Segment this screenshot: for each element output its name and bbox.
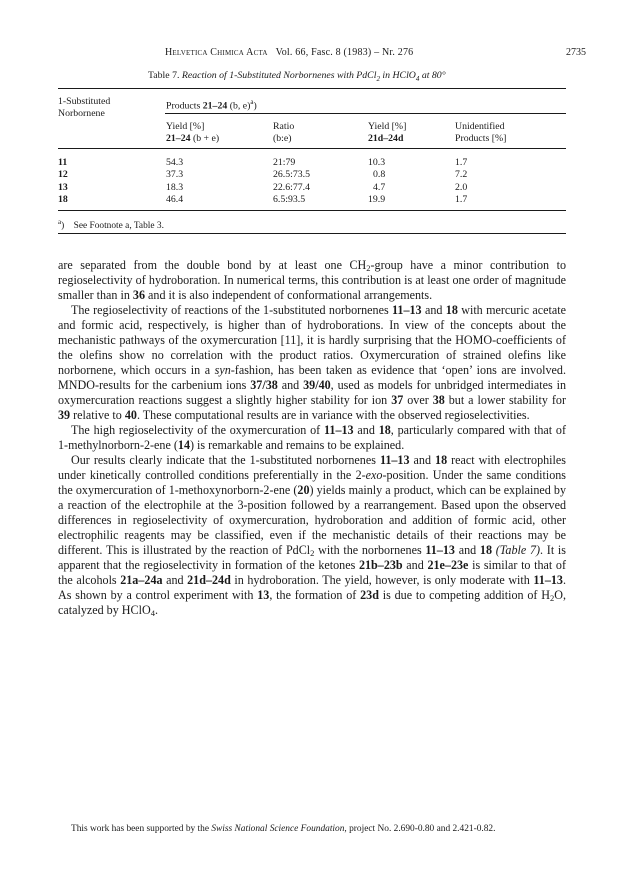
table-label: Table 7. bbox=[148, 70, 180, 81]
running-head bbox=[0, 47, 624, 61]
yield-d-cell: 19.9 bbox=[368, 193, 386, 205]
column-header-ratio: Ratio (b:e) bbox=[273, 121, 295, 145]
journal-name: Helvetica Chimica Acta bbox=[165, 47, 268, 58]
paragraph: The high regioselectivity of the oxymercuration of 11–13 and 18, particularly compared with that of 1-methylnorborn-2-ene (14) is remarkable and remains to be explained. bbox=[58, 423, 566, 452]
unidentified-cell: 1.7 bbox=[455, 157, 468, 168]
paragraph: are separated from the double bond by at least one $CH_2$-group have a minor contribution to regioselectivity of hydroboration. In numerical terms, this contribution is at least one order of magnitude smaller than in 36 and it is also independent of conformational arrangements. bbox=[58, 258, 566, 302]
yield-be-cell: 54.3 bbox=[166, 157, 184, 168]
paragraph: The regioselectivity of reactions of the 1-substituted norbornenes 11–13 and 18 with mercuric acetate and formic acid, respectively, is higher than of hydroborations. In view of the concepts about the mechanistic pathways of the oxymercuration [11], it is hardly surprising that the HOMO-coefficients of the olefins show no correlation with the product ratios. Oxymercuration of strained olefins like norbornene, which occurs in a syn-fashion, has been taken as evidence that ‘open’ ions are involved. MNDO-results for the carbenium ions 37/38 and 39/40, used as models for unbridged intermediates in oxymercuration reactions suggest a slightly higher stability for ion 37 over 38 but a lower stability for 39 relative to 40. These computational results are in variance with the observed regioselectivities. bbox=[58, 303, 567, 422]
table-footnote: $^a$) See Footnote a, Table 3. bbox=[58, 218, 164, 232]
table-row bbox=[0, 182, 624, 194]
stub-header-line2: Norbornene bbox=[58, 108, 105, 120]
compound-cell: 13 bbox=[58, 181, 68, 193]
unidentified-cell: 7.2 bbox=[455, 169, 468, 181]
yield-d-cell: 10.3 bbox=[368, 157, 386, 168]
table-header-rule bbox=[58, 148, 566, 149]
compound-cell: 18 bbox=[58, 193, 68, 205]
table-row bbox=[0, 157, 624, 169]
table-top-rule bbox=[58, 88, 566, 89]
column-header-yield-d: Yield [%] 21d–24d bbox=[368, 121, 407, 145]
table-bottom-rule bbox=[58, 210, 566, 211]
paragraph: Our results clearly indicate that the 1-substituted norbornenes 11–13 and 18 react with electrophiles under kinetically controlled conditions preferentially in the 2-exo-position. Under the same conditions the oxymercuration of 1-methoxynorborn-2-ene (20) yields mainly a product, which can be explained by a reaction of the electrophile at the 3-position followed by a rearrangement. Based upon the observed differences in regioselectivity of oxymercuration, hydroboration and addition of formic acid, other electrophilic reagents may be classified, even if the mechanistic details of their reactions may be different. This is illustrated by the reaction of PdCl$_2$ with the norbornenes 11–13 and 18 (Table 7). It is apparent that the regioselectivity in formation of the ketones 21b–23b and 21e–23e is similar to that of the alcohols 21a–24a and 21d–24d in hydroboration. The yield, however, is only moderate with 11–13. As shown by a control experiment with 13, the formation of 23d is due to competing addition of $H_2O$, catalyzed by HClO$_4$. bbox=[58, 453, 567, 618]
unidentified-cell: 1.7 bbox=[455, 193, 468, 205]
table-body bbox=[0, 157, 624, 206]
table-footnote-rule bbox=[58, 233, 566, 234]
stub-header-line1: 1-Substituted bbox=[58, 96, 111, 107]
yield-be-cell: 46.4 bbox=[166, 193, 184, 205]
table-title: Reaction of 1-Substituted Norbornenes with PdCl bbox=[181, 70, 377, 81]
table-title-tail: in HClO bbox=[379, 70, 416, 81]
ratio-cell: 22.6:77.4 bbox=[273, 181, 311, 193]
ratio-cell: 21:79 bbox=[273, 157, 296, 168]
yield-be-cell: 18.3 bbox=[166, 181, 184, 193]
ratio-cell: 6.5:93.5 bbox=[273, 193, 306, 205]
table-row bbox=[0, 169, 624, 181]
page-number: 2735 bbox=[566, 47, 586, 58]
funder-name: Swiss National Science Foundation bbox=[211, 824, 345, 834]
unidentified-cell: 2.0 bbox=[455, 181, 468, 193]
ratio-cell: 26.5:73.5 bbox=[273, 169, 311, 181]
table-group-rule bbox=[165, 113, 566, 114]
table-footnote-text: See Footnote a, Table 3. bbox=[73, 221, 164, 232]
body-text bbox=[58, 258, 566, 618]
table-caption: Table 7. Reaction of 1-Substituted Norbornenes with PdCl$_2$ in HClO$_4$ at 80° bbox=[148, 70, 446, 83]
journal-volume-text: Vol. 66, Fasc. 8 (1983) – Nr. 276 bbox=[275, 47, 414, 58]
stub-header bbox=[58, 96, 110, 121]
column-header-yield-be: Yield [%] 21–24 (b + e) bbox=[166, 121, 220, 145]
table-row bbox=[0, 194, 624, 206]
yield-d-cell: 4.7 bbox=[373, 181, 386, 193]
yield-d-cell: 0.8 bbox=[373, 169, 386, 181]
group-header: Products 21–24 (b, e)$^a$) bbox=[166, 98, 257, 112]
acknowledgement: This work has been supported by the Swiss National Science Foundation, project No. 2.690-0.80 and 2.421-0.82. bbox=[71, 824, 496, 834]
yield-be-cell: 37.3 bbox=[166, 169, 184, 181]
compound-cell: 12 bbox=[58, 169, 68, 181]
column-header-unidentified: Unidentified Products [%] bbox=[455, 121, 507, 145]
table-title-end: at 80° bbox=[419, 70, 446, 81]
compound-cell: 11 bbox=[58, 157, 68, 168]
